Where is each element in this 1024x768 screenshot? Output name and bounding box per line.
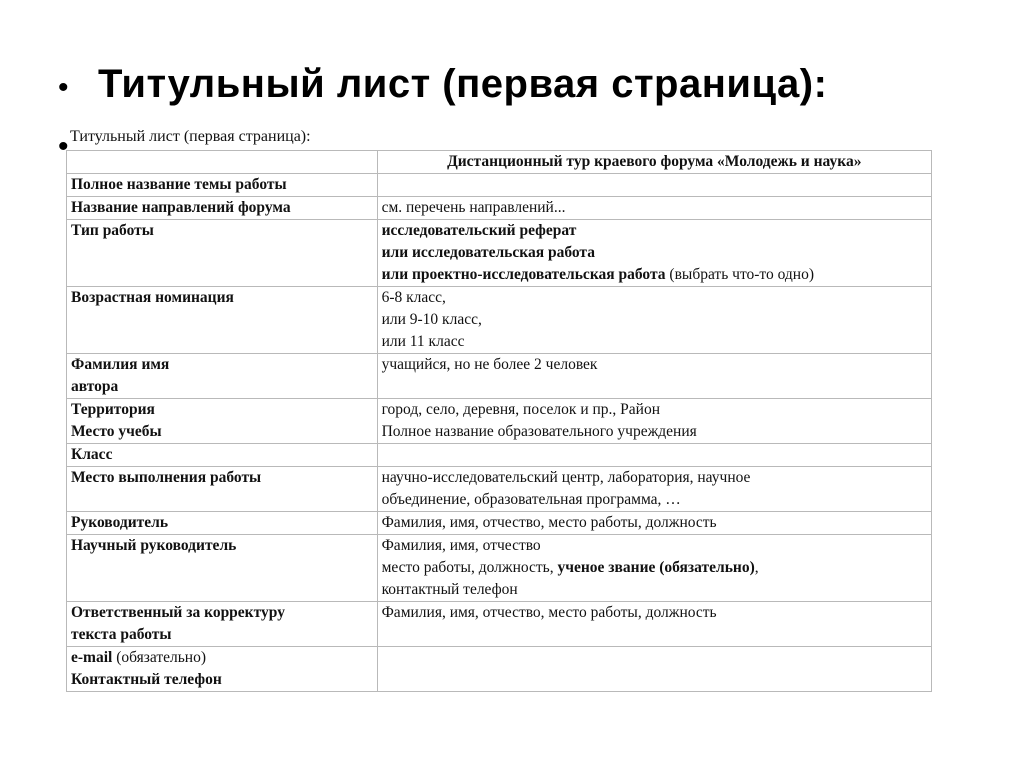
row-label: Тип работы — [67, 220, 378, 287]
row-value — [377, 647, 931, 692]
row-label: Класс — [67, 444, 378, 467]
table-row-territory — [67, 399, 932, 444]
value-line: 6-8 класс, — [381, 289, 446, 306]
table-row-supervisor — [67, 512, 932, 535]
row-value — [377, 399, 931, 444]
label-line: Ответственный за корректуру — [71, 604, 285, 621]
label-line: Место учебы — [71, 423, 162, 440]
row-label — [67, 354, 378, 399]
row-value: Фамилия, имя, отчество, место работы, должность — [377, 602, 931, 647]
row-value — [377, 174, 931, 197]
value-line — [382, 557, 927, 579]
table-row-work-type — [67, 220, 932, 287]
row-label: Название направлений форума — [67, 197, 378, 220]
row-label: Возрастная номинация — [67, 287, 378, 354]
table-row-header — [67, 151, 932, 174]
row-label — [67, 602, 378, 647]
heading-row — [58, 62, 827, 107]
row-value — [377, 287, 931, 354]
value-line: Полное название образовательного учреждения — [381, 423, 697, 440]
row-label: Научный руководитель — [67, 535, 378, 602]
value-line: контактный телефон — [381, 581, 518, 598]
value-line: или 9-10 класс, — [381, 311, 482, 328]
table-row-contacts — [67, 647, 932, 692]
title-page-table — [66, 150, 932, 692]
row-value — [377, 444, 931, 467]
slide-heading: Титульный лист (первая страница): — [98, 62, 828, 106]
row-value: см. перечень направлений... — [377, 197, 931, 220]
bullet-icon: • — [58, 71, 69, 104]
header-empty-cell — [67, 151, 378, 174]
value-bold: или проектно-исследовательская работа — [381, 266, 666, 283]
value-line: Фамилия, имя, отчество — [381, 537, 541, 554]
value-line: или исследовательская работа — [381, 244, 595, 261]
table-row-direction — [67, 197, 932, 220]
row-label — [67, 399, 378, 444]
value-line: или 11 класс — [381, 333, 465, 350]
label-line: Контактный телефон — [71, 671, 222, 688]
value-plain: место работы, должность, — [381, 559, 558, 576]
row-value — [377, 535, 931, 602]
value-line: город, село, деревня, поселок и пр., Район — [381, 401, 660, 418]
row-value — [377, 467, 931, 512]
value-note: (выбрать что-то одно) — [665, 266, 815, 283]
table-row-work-place — [67, 467, 932, 512]
value-line: объединение, образовательная программа, … — [381, 491, 681, 508]
table-row-class — [67, 444, 932, 467]
label-line: текста работы — [71, 626, 172, 643]
header-value: Дистанционный тур краевого форума «Молодежь и наука» — [377, 151, 931, 174]
row-label: Руководитель — [67, 512, 378, 535]
label-line: Территория — [71, 401, 155, 418]
label-line: автора — [71, 378, 119, 395]
value-line: научно-исследовательский центр, лаборатория, научное — [381, 469, 751, 486]
value-tail: , — [754, 559, 759, 576]
row-value: Фамилия, имя, отчество, место работы, должность — [377, 512, 931, 535]
row-label: Полное название темы работы — [67, 174, 378, 197]
table-row-proofreader — [67, 602, 932, 647]
value-bold: ученое звание (обязательно) — [557, 559, 755, 576]
document-title: Титульный лист (первая страница): — [70, 128, 311, 145]
value-line — [382, 264, 927, 286]
table-row-author — [67, 354, 932, 399]
label-line — [71, 647, 373, 669]
email-note: (обязательно) — [112, 649, 207, 666]
row-value: учащийся, но не более 2 человек — [377, 354, 931, 399]
row-label: Место выполнения работы — [67, 467, 378, 512]
label-line: Фамилия имя — [71, 356, 170, 373]
row-value — [377, 220, 931, 287]
table-row-scientific-supervisor — [67, 535, 932, 602]
value-line: исследовательский реферат — [381, 222, 577, 239]
row-label — [67, 647, 378, 692]
bullet-icon-2: • — [58, 130, 69, 163]
email-label: e-mail — [71, 649, 113, 666]
table-row-theme — [67, 174, 932, 197]
table-row-age — [67, 287, 932, 354]
